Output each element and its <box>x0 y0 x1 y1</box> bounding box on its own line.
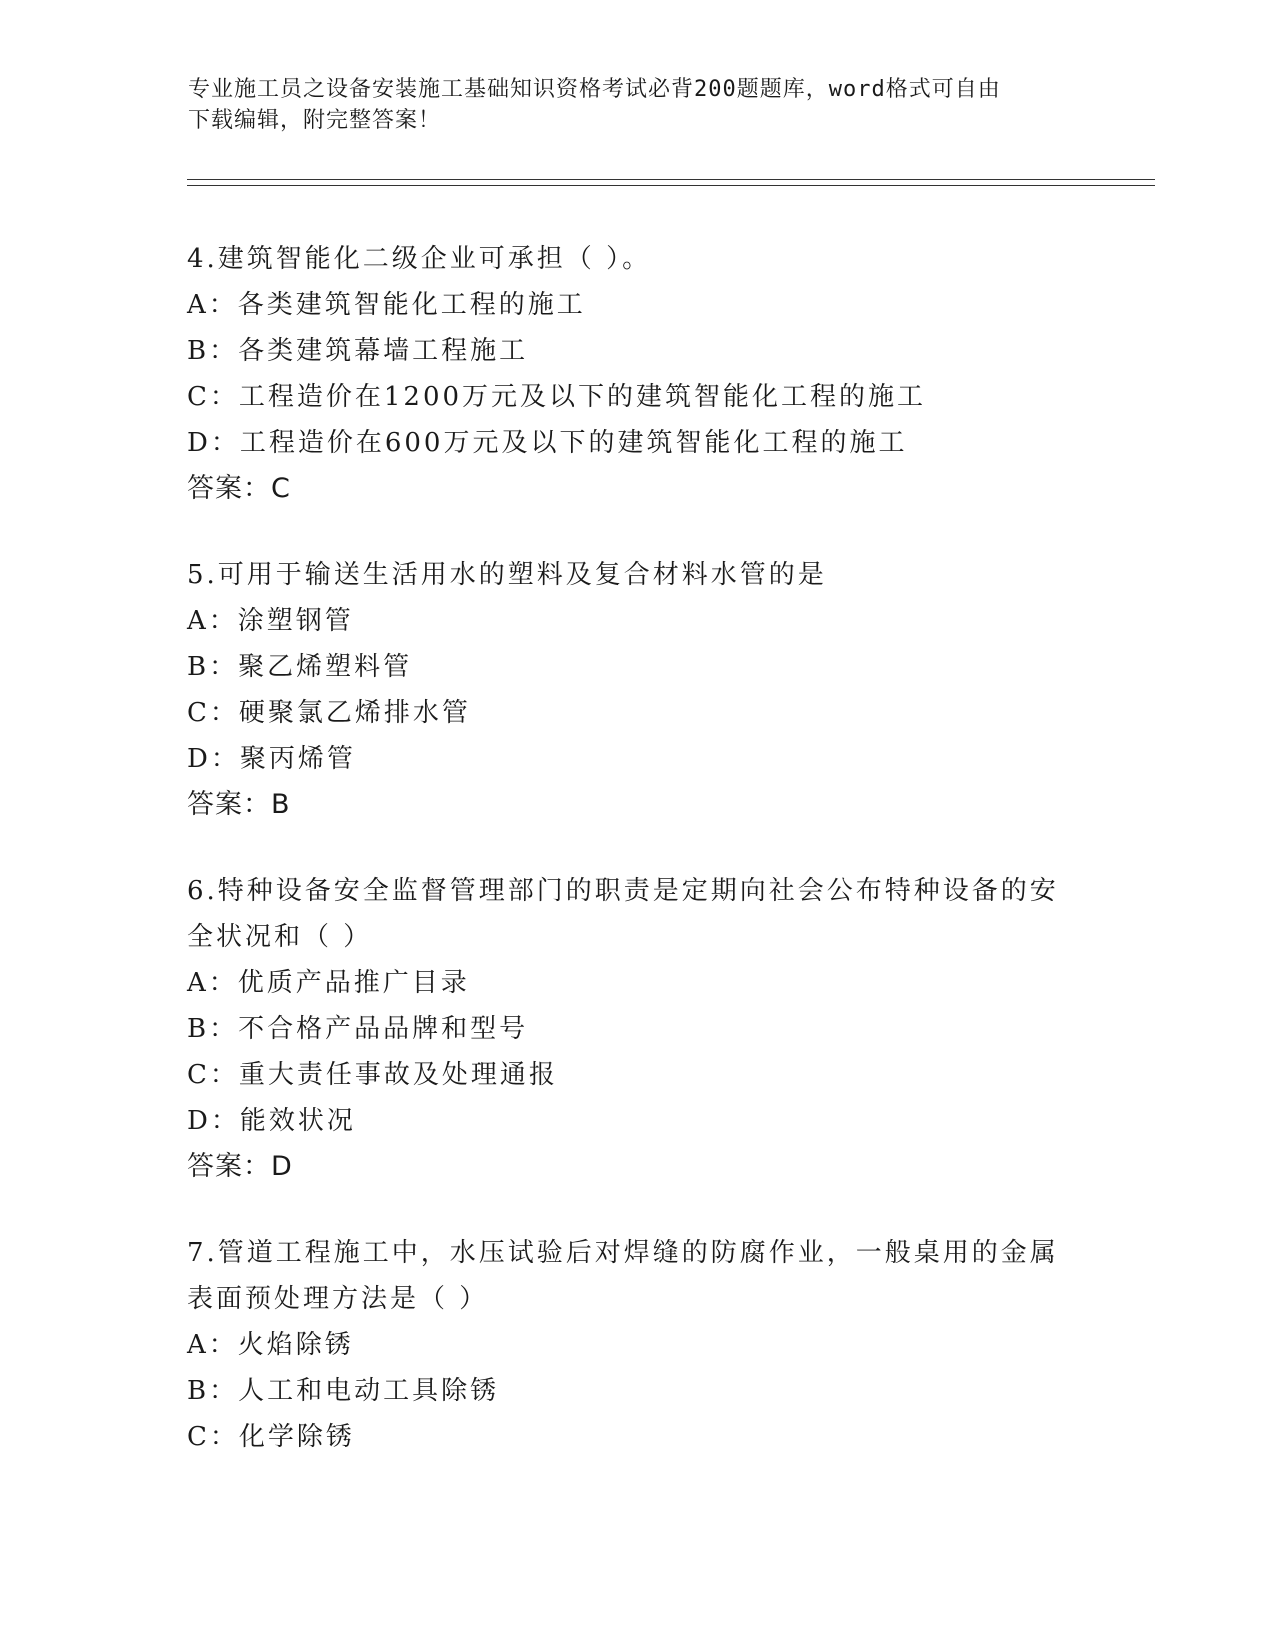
option-d: D：工程造价在600万元及以下的建筑智能化工程的施工 <box>187 428 908 458</box>
header-title-line-2: 下载编辑，附完整答案！ <box>188 108 442 133</box>
option-a: A：优质产品推广目录 <box>187 968 470 998</box>
question-stem-line-2: 全状况和（ ） <box>187 922 373 952</box>
option-c: C：化学除锈 <box>187 1422 355 1452</box>
option-d: D：能效状况 <box>187 1106 356 1136</box>
option-a: A：各类建筑智能化工程的施工 <box>187 290 586 320</box>
question-stem: 4.建筑智能化二级企业可承担（ ）。 <box>187 244 652 274</box>
header-title-line-1: 专业施工员之设备安装施工基础知识资格考试必背200题题库，word格式可自由 <box>188 77 1001 102</box>
answer-text: 答案：D <box>187 1151 293 1182</box>
question-5 <box>187 552 1067 828</box>
option-b: B：人工和电动工具除锈 <box>187 1376 500 1406</box>
option-c: C：工程造价在1200万元及以下的建筑智能化工程的施工 <box>187 382 927 412</box>
option-a: A：涂塑钢管 <box>187 606 354 636</box>
header-divider <box>187 179 1155 186</box>
option-a: A：火焰除锈 <box>187 1330 354 1360</box>
question-6 <box>187 868 1067 1190</box>
question-stem-line-1: 7.管道工程施工中，水压试验后对焊缝的防腐作业，一般桌用的金属 <box>187 1238 1059 1268</box>
question-stem: 5.可用于输送生活用水的塑料及复合材料水管的是 <box>187 560 827 590</box>
answer-text: 答案：C <box>187 473 291 504</box>
question-list <box>187 236 1067 1500</box>
option-b: B：各类建筑幕墙工程施工 <box>187 336 529 366</box>
option-b: B：不合格产品品牌和型号 <box>187 1014 529 1044</box>
question-stem-line-1: 6.特种设备安全监督管理部门的职责是定期向社会公布特种设备的安 <box>187 876 1059 906</box>
option-c: C：重大责任事故及处理通报 <box>187 1060 558 1090</box>
answer-text: 答案：B <box>187 789 291 820</box>
question-7 <box>187 1230 1067 1460</box>
option-d: D：聚丙烯管 <box>187 744 356 774</box>
option-b: B：聚乙烯塑料管 <box>187 652 413 682</box>
document-header <box>188 74 1088 136</box>
option-c: C：硬聚氯乙烯排水管 <box>187 698 471 728</box>
question-4 <box>187 236 1067 512</box>
question-stem-line-2: 表面预处理方法是（ ） <box>187 1284 489 1314</box>
